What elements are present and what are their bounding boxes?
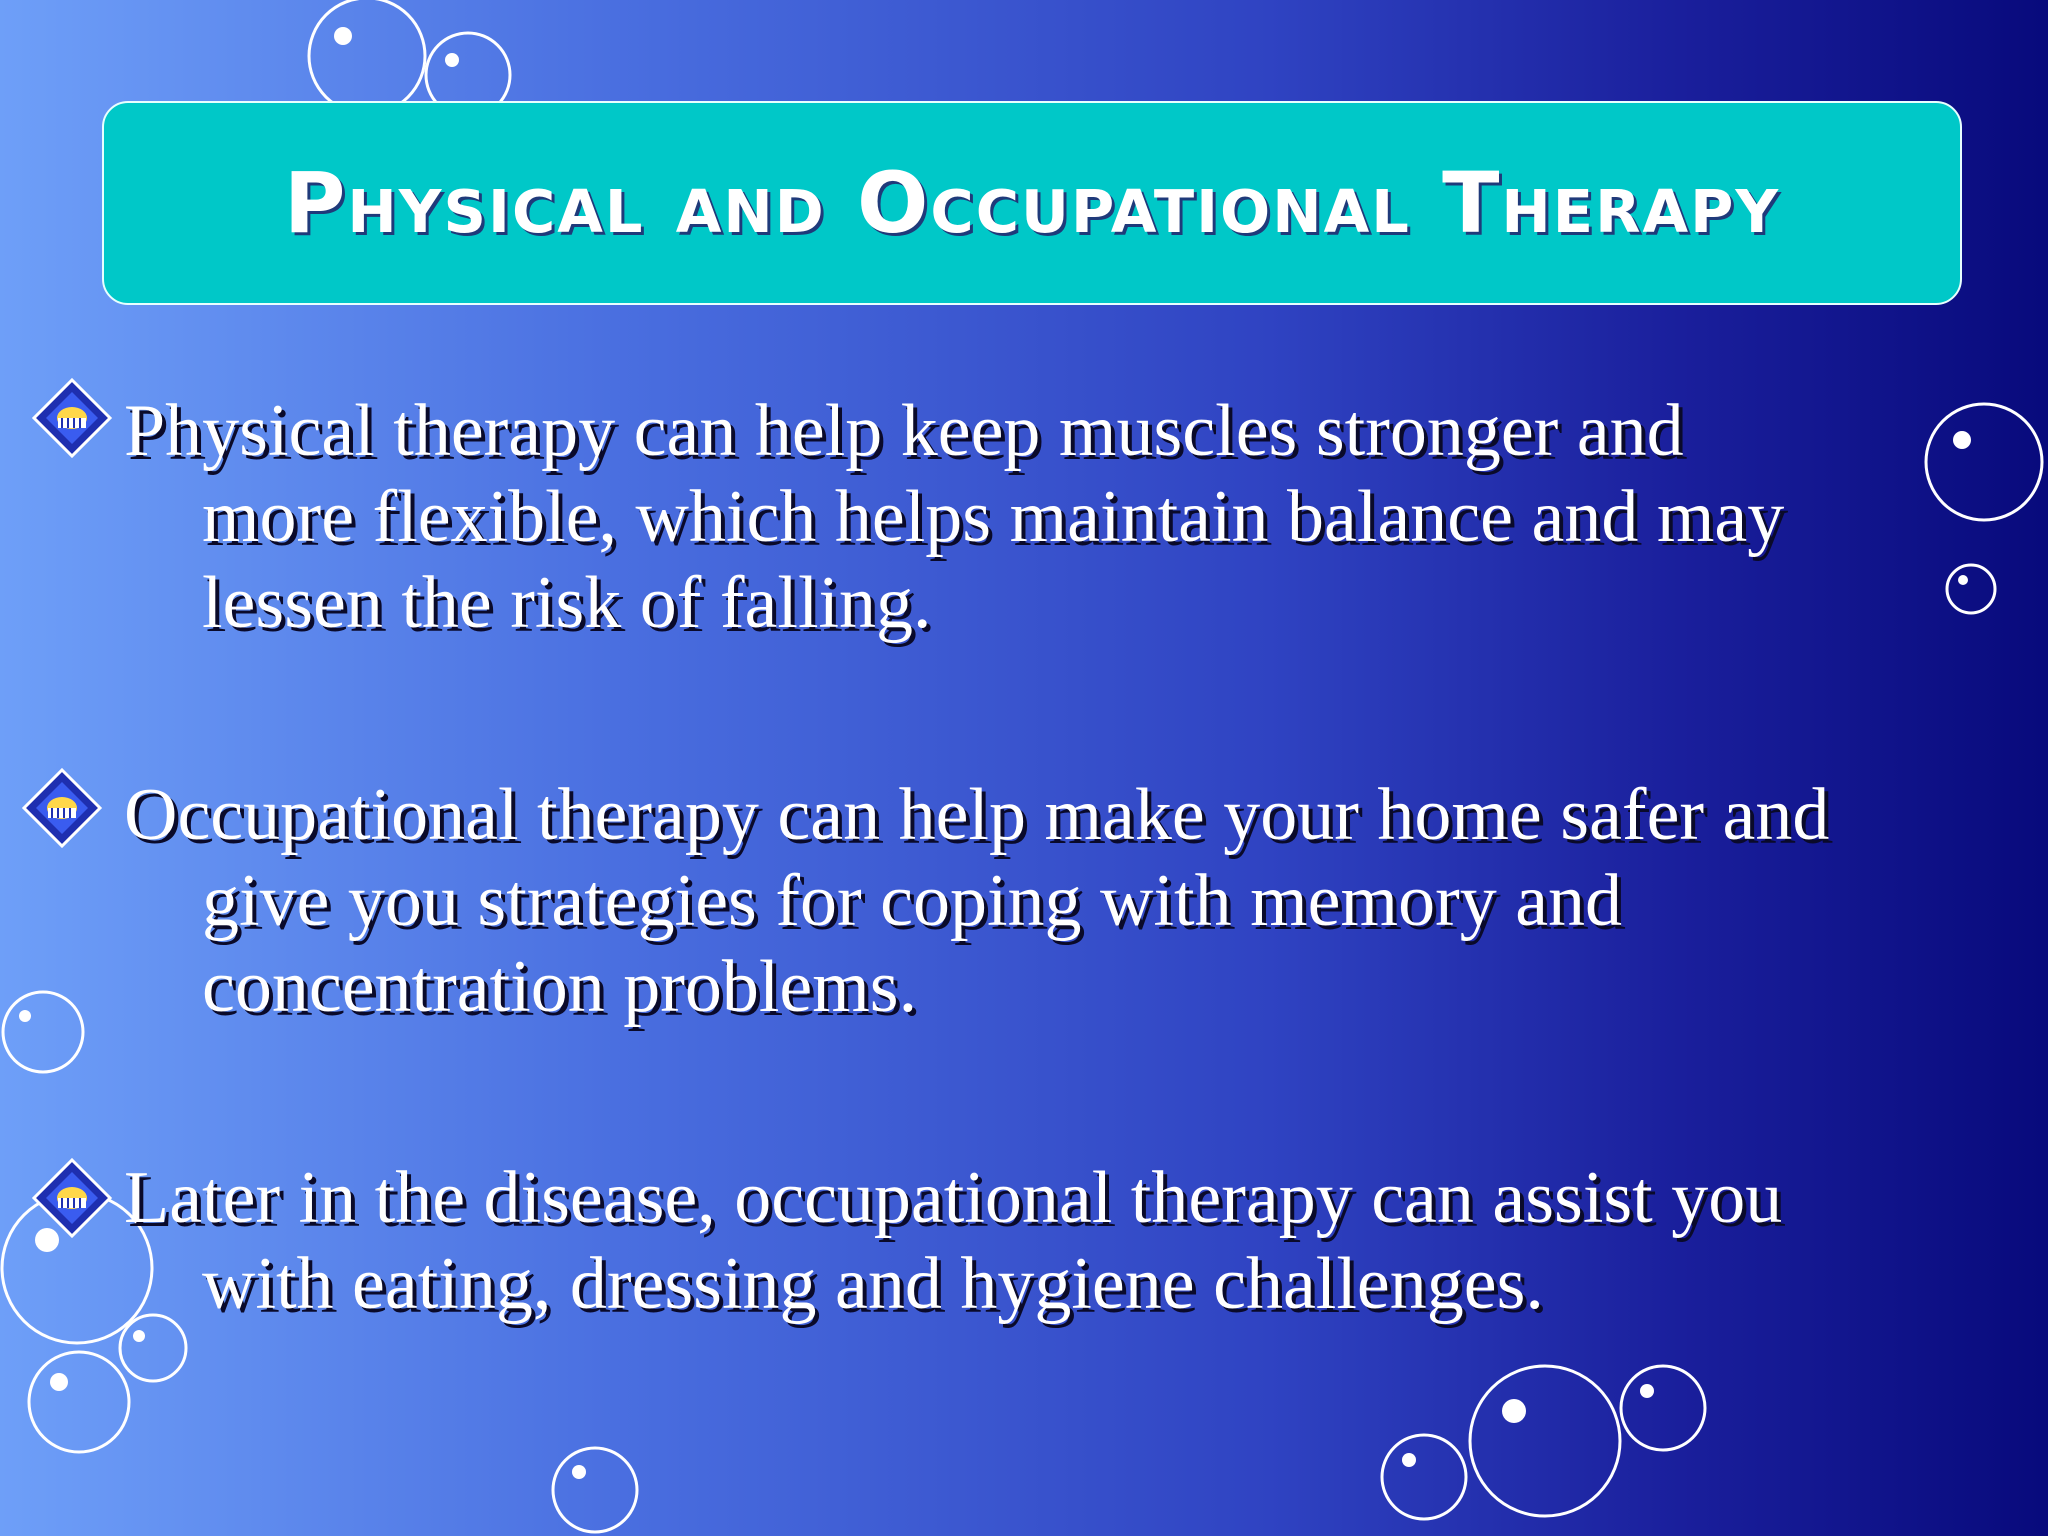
bullet-text-line: give you strategies for coping with memory and (202, 860, 1623, 942)
diamond-bullet-icon (22, 768, 102, 848)
diamond-bullet-icon (32, 378, 112, 458)
bullet-text-line: Occupational therapy can help make your home safer and (124, 774, 1830, 856)
diamond-bullet-icon (32, 1158, 112, 1238)
bullet-item (124, 388, 1984, 646)
bullet-item (124, 1155, 1984, 1327)
bullet-text-line: more flexible, which helps maintain balance and may (202, 476, 1785, 558)
slide-title: Physical and Occupational Therapy (283, 154, 1781, 252)
bullet-text-line: Later in the disease, occupational therapy can assist you (124, 1157, 1783, 1239)
bullet-text-line: Physical therapy can help keep muscles stronger and (124, 390, 1684, 472)
bullet-text-line: with eating, dressing and hygiene challenges. (202, 1243, 1544, 1325)
bullet-item (124, 772, 1984, 1030)
bullet-text-line: concentration problems. (202, 946, 918, 1028)
bullet-text-line: lessen the risk of falling. (202, 562, 932, 644)
